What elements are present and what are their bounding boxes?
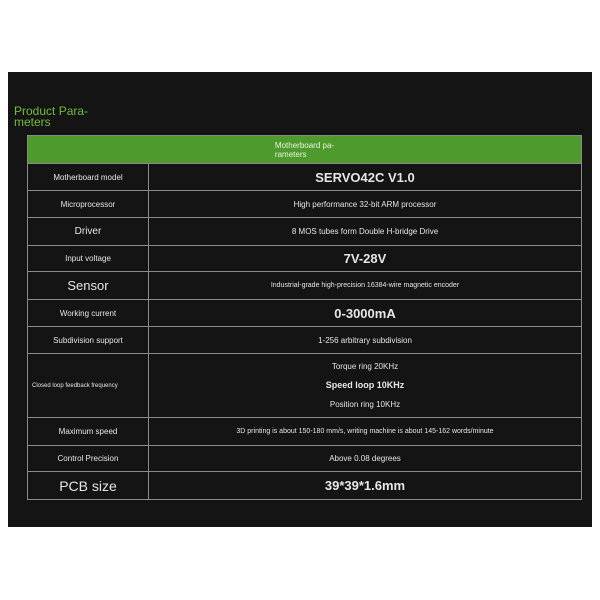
product-parameters-panel bbox=[8, 72, 592, 527]
table-row bbox=[28, 300, 582, 327]
table-row bbox=[28, 327, 582, 354]
table-row bbox=[28, 418, 582, 446]
table-row bbox=[28, 246, 582, 272]
table-header-row bbox=[28, 136, 582, 164]
param-value: 39*39*1.6mm bbox=[149, 472, 582, 500]
param-label: Driver bbox=[28, 218, 149, 246]
param-value: 8 MOS tubes form Double H-bridge Drive bbox=[149, 218, 582, 246]
param-label: Subdivision support bbox=[28, 327, 149, 354]
table-row bbox=[28, 164, 582, 191]
table-row bbox=[28, 191, 582, 218]
param-label: Sensor bbox=[28, 272, 149, 300]
param-label: Control Precision bbox=[28, 446, 149, 472]
param-label: Motherboard model bbox=[28, 164, 149, 191]
param-value-line: Position ring 10KHz bbox=[329, 400, 401, 409]
table-row bbox=[28, 446, 582, 472]
param-value-line: Speed loop 10KHz bbox=[325, 380, 405, 390]
parameters-table bbox=[27, 135, 582, 500]
param-label: Closed loop feedback frequency bbox=[28, 354, 149, 418]
param-value: High performance 32-bit ARM processor bbox=[149, 191, 582, 218]
param-label: PCB size bbox=[28, 472, 149, 500]
param-value: 3D printing is about 150-180 mm/s, writing machine is about 145-162 words/minute bbox=[149, 418, 582, 446]
table-row bbox=[28, 218, 582, 246]
param-value bbox=[149, 354, 582, 418]
table-row bbox=[28, 354, 582, 418]
param-value-line: Torque ring 20KHz bbox=[331, 362, 399, 371]
param-value: SERVO42C V1.0 bbox=[149, 164, 582, 191]
param-value: Industrial-grade high-precision 16384-wire magnetic encoder bbox=[149, 272, 582, 300]
section-title: Product Para- meters bbox=[14, 104, 89, 129]
table-header: Motherboard pa- rameters bbox=[274, 140, 335, 159]
param-value: 0-3000mA bbox=[149, 300, 582, 327]
param-value: 7V-28V bbox=[149, 246, 582, 272]
param-value: Above 0.08 degrees bbox=[149, 446, 582, 472]
param-value: 1-256 arbitrary subdivision bbox=[149, 327, 582, 354]
table-row bbox=[28, 272, 582, 300]
param-label: Microprocessor bbox=[28, 191, 149, 218]
param-label: Maximum speed bbox=[28, 418, 149, 446]
param-label: Input voltage bbox=[28, 246, 149, 272]
param-label: Working current bbox=[28, 300, 149, 327]
table-row bbox=[28, 472, 582, 500]
